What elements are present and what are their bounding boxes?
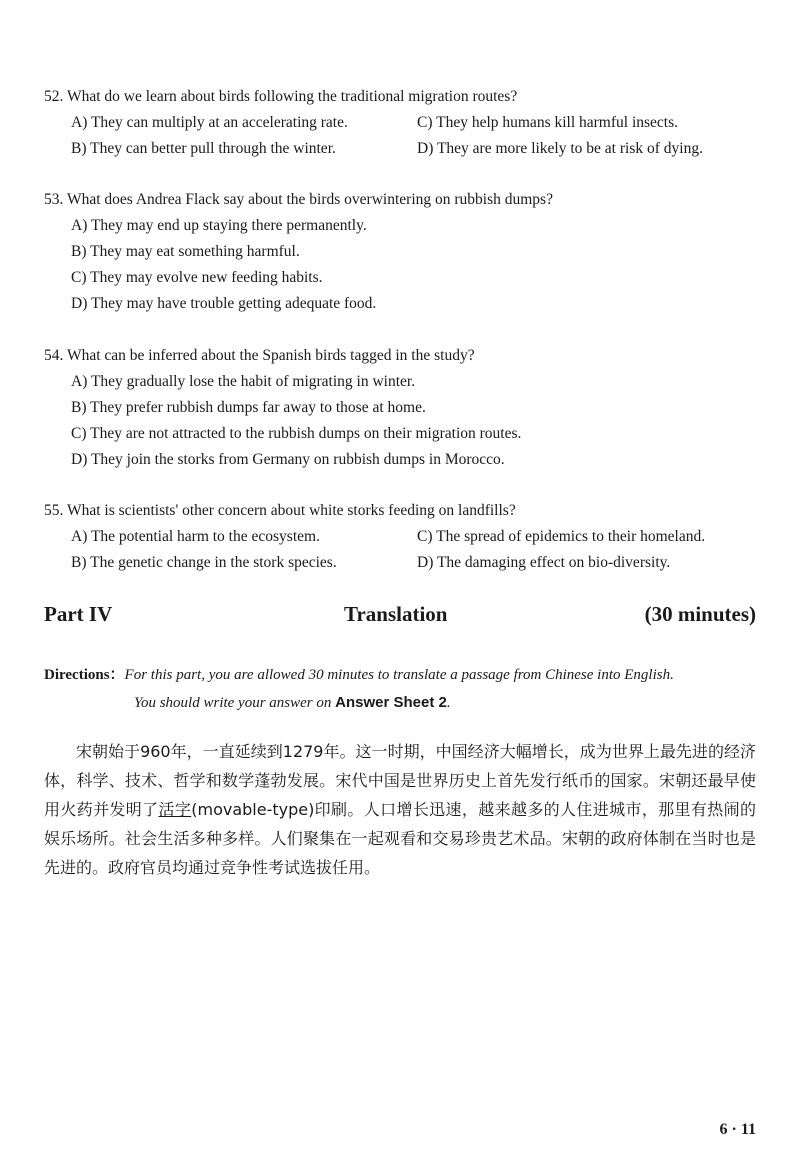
question-53 xyxy=(44,187,764,317)
passage-text-2: (movable-type)印刷。人口增长迅速，越来越多的人住进城市，那里有热闹的娱乐场所。社会生活多种多样。人们聚集在一起观看和交易珍贵艺术品。宋朝的政府体制在当时也是先进的。政府官员均通过竞争性考试选拔任用。 xyxy=(44,800,756,877)
options-grid xyxy=(71,110,764,162)
directions-text: For this part, you are allowed 30 minutes to translate a passage from Chinese into English. xyxy=(124,667,674,683)
translation-passage xyxy=(44,737,756,882)
part-header xyxy=(44,602,756,634)
part-number: Part IV xyxy=(44,602,113,626)
page-number: 6 · 11 xyxy=(719,1121,756,1138)
question-stem: 52. What do we learn about birds following the traditional migration routes? xyxy=(44,88,518,105)
options-grid xyxy=(71,524,764,576)
question-52 xyxy=(44,84,764,162)
directions-line-1 xyxy=(44,662,764,689)
option-b: B) They may eat something harmful. xyxy=(71,243,300,260)
question-54 xyxy=(44,343,764,473)
answer-sheet-ref: Answer Sheet 2 xyxy=(335,694,447,711)
part-time: (30 minutes) xyxy=(644,602,756,626)
passage-text-1: 宋朝始于960年，一直延续到1279年。这一时期，中国经济大幅增长，成为世界上最先进的经济体，科学、技术、哲学和数学蓬勃发展。宋代中国是世界历史上首先发行纸币的国家。宋朝还最早使用火药并发明了 xyxy=(44,742,756,819)
option-a: A) They gradually lose the habit of migrating in winter. xyxy=(71,373,416,390)
option-b: B) They prefer rubbish dumps far away to those at home. xyxy=(71,399,426,416)
option-c: C) They may evolve new feeding habits. xyxy=(71,269,323,286)
option-d: D) They join the storks from Germany on rubbish dumps in Morocco. xyxy=(71,451,505,468)
part-title: Translation xyxy=(344,602,448,626)
option-b: B) They can better pull through the winter. xyxy=(71,140,336,157)
question-stem: 55. What is scientists' other concern about white storks feeding on landfills? xyxy=(44,502,516,519)
question-stem: 53. What does Andrea Flack say about the birds overwintering on rubbish dumps? xyxy=(44,191,553,208)
directions-text-2: You should write your answer on xyxy=(134,695,336,711)
directions xyxy=(44,662,764,717)
directions-label: Directions： xyxy=(44,667,125,683)
option-a: A) The potential harm to the ecosystem. xyxy=(71,528,320,545)
option-a: A) They can multiply at an accelerating rate. xyxy=(71,114,348,131)
question-stem: 54. What can be inferred about the Spanish birds tagged in the study? xyxy=(44,347,475,364)
option-c: C) They help humans kill harmful insects. xyxy=(417,114,679,131)
option-d: D) They may have trouble getting adequate food. xyxy=(71,295,377,312)
option-c: C) The spread of epidemics to their homeland. xyxy=(417,528,706,545)
options-list xyxy=(71,213,764,317)
underlined-term: 活字 xyxy=(158,800,192,819)
option-a: A) They may end up staying there permanently. xyxy=(71,217,367,234)
option-b: B) The genetic change in the stork species. xyxy=(71,554,337,571)
options-list xyxy=(71,369,764,473)
option-d: D) They are more likely to be at risk of dying. xyxy=(417,140,703,157)
option-d: D) The damaging effect on bio-diversity. xyxy=(417,554,671,571)
directions-line-2 xyxy=(134,689,764,717)
option-c: C) They are not attracted to the rubbish dumps on their migration routes. xyxy=(71,425,522,442)
passage-paragraph xyxy=(44,737,756,882)
directions-period: . xyxy=(446,695,451,711)
question-55 xyxy=(44,498,764,576)
